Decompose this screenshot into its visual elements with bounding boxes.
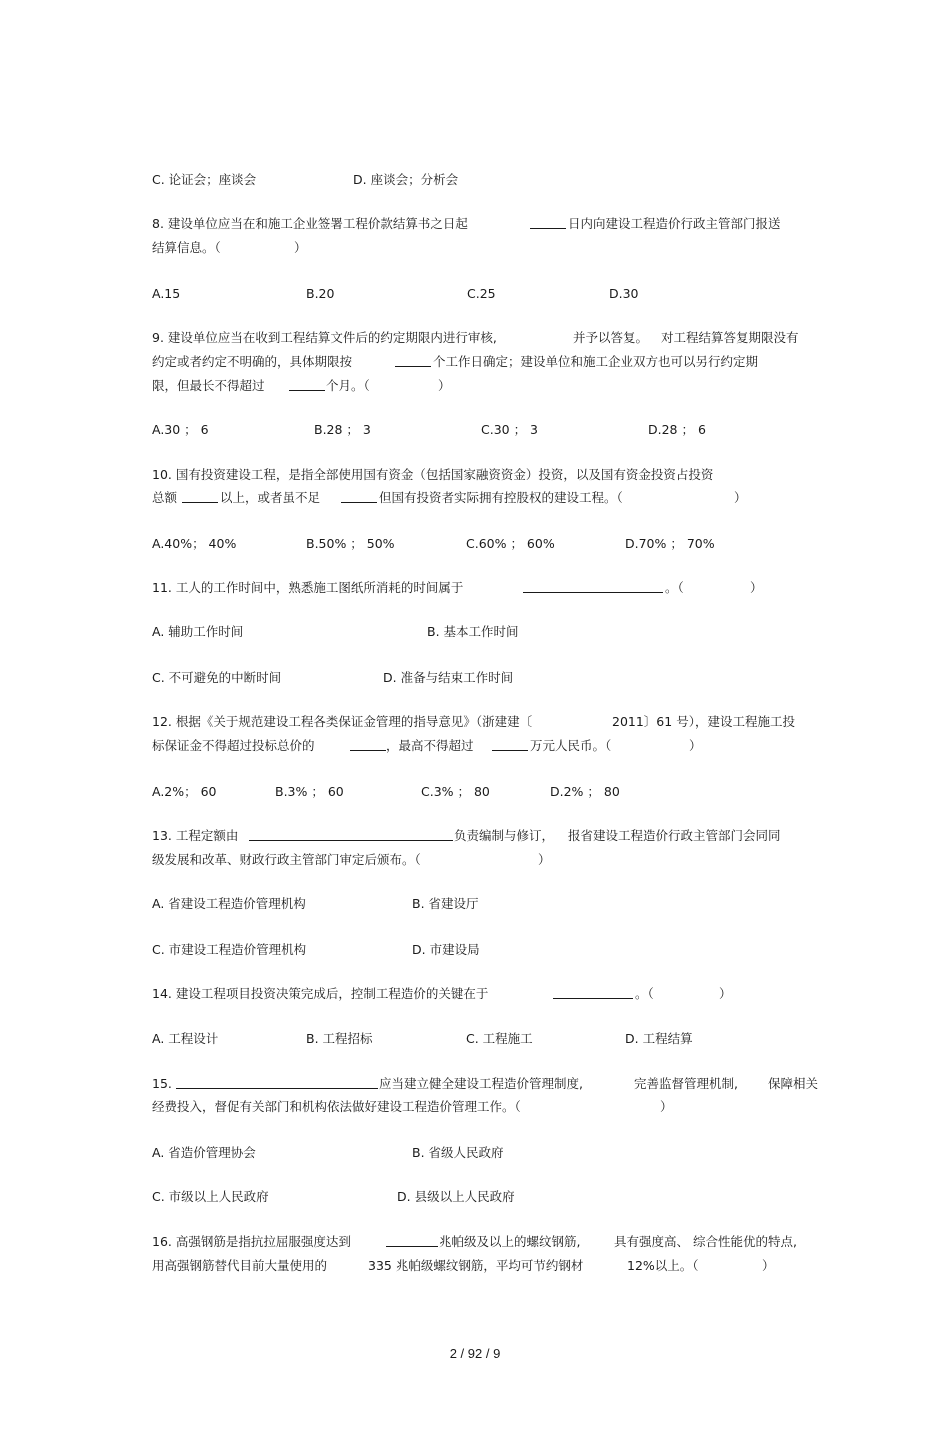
q9-option-c: C.30 ； 3 <box>481 422 539 437</box>
q10-option-d: D.70% ； 70% <box>625 536 715 551</box>
q10-text-1: 10. 国有投资建设工程，是指全部使用国有资金（包括国家融资资金）投资，以及国有资金投资占投资 <box>152 467 714 482</box>
q11-paren-close: ） <box>750 580 763 595</box>
q14-text-1a: 14. 建设工程项目投资决策完成后，控制工程造价的关键在于 <box>152 986 489 1001</box>
q12-option-a: A.2%； 60 <box>152 784 217 799</box>
q7-option-d: D. 座谈会；分析会 <box>353 172 459 187</box>
q8-text-1a: 8. 建设单位应当在和施工企业签署工程价款结算书之日起 <box>152 216 468 231</box>
q10-text-2c: 但国有投资者实际拥有控股权的建设工程。（ <box>379 490 623 505</box>
q15-text-1b: 应当建立健全建设工程造价管理制度, <box>379 1076 583 1091</box>
q14-option-a: A. 工程设计 <box>152 1031 219 1046</box>
q13-option-a: A. 省建设工程造价管理机构 <box>152 896 306 911</box>
q10-option-a: A.40%； 40% <box>152 536 237 551</box>
q9-text-2a: 约定或者约定不明确的，具体期限按 <box>152 354 353 369</box>
q13-option-d: D. 市建设局 <box>412 942 480 957</box>
q11-text-1b: 。（ <box>665 580 684 595</box>
q12-option-d: D.2% ； 80 <box>550 784 620 799</box>
q12-text-2a: 标保证金不得超过投标总价的 <box>152 738 315 753</box>
q10-text-2a: 总额 <box>152 490 178 505</box>
q13-text-1c: 报省建设工程造价行政主管部门会同同 <box>568 828 781 843</box>
q12-paren-close: ） <box>689 738 702 753</box>
q10-blank-2 <box>341 490 377 503</box>
q9-text-2b: 个工作日确定；建设单位和施工企业双方也可以另行约定期 <box>433 354 759 369</box>
q11-option-d: D. 准备与结束工作时间 <box>383 670 514 685</box>
q16-blank <box>386 1234 438 1247</box>
q15-option-b: B. 省级人民政府 <box>412 1145 504 1160</box>
q11-option-c: C. 不可避免的中断时间 <box>152 670 282 685</box>
q8-paren-close: ） <box>294 240 307 255</box>
q8-option-c: C.25 <box>467 286 496 301</box>
q15-text-1c: 完善监督管理机制, <box>634 1076 738 1091</box>
q11-option-b: B. 基本工作时间 <box>427 624 519 639</box>
q8-text-2: 结算信息。（ <box>152 240 221 255</box>
q11-text-1a: 11. 工人的工作时间中，熟悉施工图纸所消耗的时间属于 <box>152 580 464 595</box>
q9-text-1b: 并予以答复。 <box>573 330 649 345</box>
page-number: 2 / 92 / 9 <box>449 1346 501 1361</box>
q16-paren-close: ） <box>762 1258 775 1273</box>
q16-text-1a: 16. 高强钢筋是指抗拉屈服强度达到 <box>152 1234 351 1249</box>
q9-text-3a: 限，但最长不得超过 <box>152 378 265 393</box>
q16-text-1c: 具有强度高、 综合性能优的特点, <box>614 1234 797 1249</box>
q12-text-1a: 12. 根据《关于规范建设工程各类保证金管理的指导意见》（浙建建〔 <box>152 714 533 729</box>
q13-text-2: 级发展和改革、财政行政主管部门审定后颁布。（ <box>152 852 421 867</box>
q9-option-d: D.28 ； 6 <box>648 422 706 437</box>
q9-text-3b: 个月。（ <box>326 378 370 393</box>
q10-text-2b: 以上，或者虽不足 <box>220 490 321 505</box>
q14-option-c: C. 工程施工 <box>466 1031 533 1046</box>
q9-option-b: B.28 ； 3 <box>314 422 371 437</box>
q10-option-c: C.60% ； 60% <box>466 536 555 551</box>
q15-text-1d: 保障相关 <box>768 1076 819 1091</box>
q12-blank-1 <box>350 738 386 751</box>
q9-blank-1 <box>395 354 431 367</box>
q8-blank <box>530 216 566 229</box>
q9-blank-2 <box>289 378 325 391</box>
q10-paren-close: ） <box>734 490 747 505</box>
q13-text-1a: 13. 工程定额由 <box>152 828 239 843</box>
q13-option-b: B. 省建设厅 <box>412 896 479 911</box>
q15-blank <box>176 1076 378 1089</box>
q9-text-1a: 9. 建设单位应当在收到工程结算文件后的约定期限内进行审核, <box>152 330 497 345</box>
q12-option-c: C.3% ； 80 <box>421 784 490 799</box>
q16-text-2a: 用高强钢筋替代目前大量使用的 <box>152 1258 328 1273</box>
q15-option-c: C. 市级以上人民政府 <box>152 1189 269 1204</box>
q9-text-1c: 对工程结算答复期限没有 <box>661 330 799 345</box>
q9-option-a: A.30 ； 6 <box>152 422 209 437</box>
q12-text-2c: 万元人民币。（ <box>530 738 612 753</box>
q10-blank-1 <box>182 490 218 503</box>
q13-blank <box>249 828 453 841</box>
q16-text-1b: 兆帕级及以上的螺纹钢筋, <box>439 1234 581 1249</box>
q16-text-2b: 335 兆帕级螺纹钢筋，平均可节约钢材 <box>368 1258 584 1273</box>
q8-option-d: D.30 <box>609 286 639 301</box>
q11-blank <box>523 580 663 593</box>
q14-option-d: D. 工程结算 <box>625 1031 693 1046</box>
q14-paren-close: ） <box>719 986 732 1001</box>
q12-text-1b: 2011〕61 号），建设工程施工投 <box>612 714 795 729</box>
q9-paren-close: ） <box>438 378 451 393</box>
q14-text-1b: 。（ <box>635 986 654 1001</box>
q8-option-b: B.20 <box>306 286 335 301</box>
q7-option-c: C. 论证会；座谈会 <box>152 172 257 187</box>
q12-blank-2 <box>492 738 528 751</box>
q8-text-1b: 日内向建设工程造价行政主管部门报送 <box>568 216 781 231</box>
q13-text-1b: 负责编制与修订， <box>454 828 555 843</box>
q15-option-d: D. 县级以上人民政府 <box>397 1189 515 1204</box>
q15-option-a: A. 省造价管理协会 <box>152 1145 256 1160</box>
q12-option-b: B.3% ； 60 <box>275 784 344 799</box>
q13-paren-close: ） <box>538 852 551 867</box>
q14-blank <box>553 986 633 999</box>
q15-paren-close: ） <box>660 1099 673 1114</box>
q8-option-a: A.15 <box>152 286 181 301</box>
q15-text-2: 经费投入，督促有关部门和机构依法做好建设工程造价管理工作。（ <box>152 1099 521 1114</box>
q15-text-1a: 15. <box>152 1076 172 1091</box>
q16-text-2c: 12%以上。（ <box>627 1258 699 1273</box>
q11-option-a: A. 辅助工作时间 <box>152 624 244 639</box>
q12-text-2b: ，最高不得超过 <box>386 738 474 753</box>
q10-option-b: B.50% ； 50% <box>306 536 395 551</box>
q13-option-c: C. 市建设工程造价管理机构 <box>152 942 307 957</box>
q14-option-b: B. 工程招标 <box>306 1031 373 1046</box>
